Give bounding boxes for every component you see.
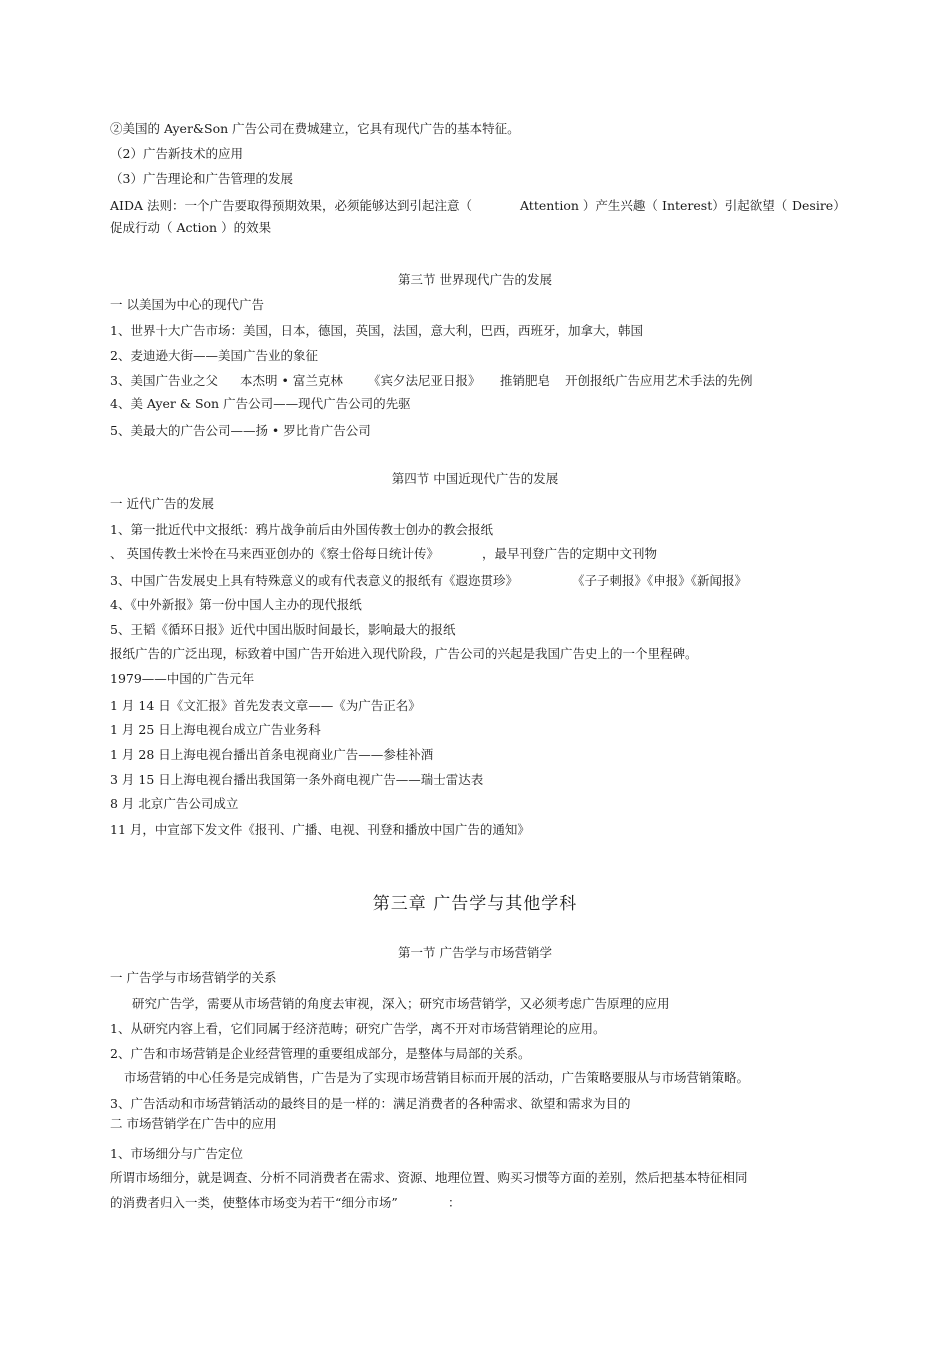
aida-part: Interest）引起欲望（ bbox=[662, 198, 788, 213]
sub-heading: 1、市场细分与广告定位 bbox=[110, 1146, 243, 1161]
list-item: 1、从研究内容上看，它们同属于经济范畴；研究广告学，离不开对市场营销理论的应用。 bbox=[110, 1021, 606, 1036]
list-item: 2、麦迪逊大街——美国广告业的象征 bbox=[110, 348, 318, 363]
section-title: 第四节 中国近现代广告的发展 bbox=[391, 471, 559, 486]
text-line: （3）广告理论和广告管理的发展 bbox=[110, 171, 293, 186]
chapter-title: 第三章 广告学与其他学科 bbox=[372, 894, 578, 914]
year-heading: 1979——中国的广告元年 bbox=[110, 671, 255, 686]
list-item: 4、《中外新报》第一份中国人主办的现代报纸 bbox=[110, 597, 362, 612]
list-item bbox=[110, 373, 770, 389]
section-heading: 二 市场营销学在广告中的应用 bbox=[110, 1116, 277, 1131]
list-item: 2、广告和市场营销是企业经营管理的重要组成部分，是整体与局部的关系。 bbox=[110, 1046, 531, 1061]
list-item-part: 《子子刺报》《申报》《新闻报》 bbox=[572, 573, 748, 588]
list-item: 1、第一批近代中文报纸：鸦片战争前后由外国传教士创办的教会报纸 bbox=[110, 522, 493, 537]
list-item-part: 3、中国广告发展史上具有特殊意义的或有代表意义的报纸有《遐迩贯珍》 bbox=[110, 573, 518, 588]
event-item: 8 月 北京广告公司成立 bbox=[110, 796, 239, 811]
event-item: 1 月 28 日上海电视台播出首条电视商业广告——参桂补酒 bbox=[110, 747, 434, 762]
paragraph: 所谓市场细分，就是调查、分析不同消费者在需求、资源、地理位置、购买习惯等方面的差别，然后把基本特征相同 bbox=[110, 1170, 748, 1185]
event-item: 1 月 25 日上海电视台成立广告业务科 bbox=[110, 722, 321, 737]
list-item bbox=[110, 546, 710, 562]
list-item-part: ，最早刊登广告的定期中文刊物 bbox=[482, 546, 658, 561]
list-item: 3、广告活动和市场营销活动的最终目的是一样的：满足消费者的各种需求、欲望和需求为目的 bbox=[110, 1096, 631, 1111]
section-title: 第三节 世界现代广告的发展 bbox=[398, 272, 552, 287]
paragraph: 报纸广告的广泛出现，标致着中国广告开始进入现代阶段，广告公司的兴起是我国广告史上的一个里程碑。 bbox=[110, 646, 698, 661]
list-item-part: 、 英国传教士米怜在马来西亚创办的《察士俗每日统计传》 bbox=[110, 546, 439, 561]
section-heading: 一 近代广告的发展 bbox=[110, 496, 214, 511]
text-line: （2）广告新技术的应用 bbox=[110, 146, 243, 161]
aida-part: Attention ）产生兴趣（ bbox=[520, 198, 658, 213]
list-item: 5、美最大的广告公司——扬 • 罗比肯广告公司 bbox=[110, 423, 371, 438]
list-item-part: 本杰明 • 富兰克林 bbox=[240, 373, 343, 388]
event-item: 3 月 15 日上海电视台播出我国第一条外商电视广告——瑞士雷达表 bbox=[110, 772, 484, 787]
section-title: 第一节 广告学与市场营销学 bbox=[398, 945, 552, 960]
aida-part: AIDA 法则：一个广告要取得预期效果，必须能够达到引起注意（ bbox=[110, 198, 472, 213]
event-item: 1 月 14 日《文汇报》首先发表文章——《为广告正名》 bbox=[110, 698, 421, 713]
list-item: 1、世界十大广告市场：美国，日本，德国，英国，法国，意大利，巴西，西班牙，加拿大，韩国 bbox=[110, 323, 643, 338]
text-line: ②美国的 Ayer&Son 广告公司在费城建立，它具有现代广告的基本特征。 bbox=[110, 121, 520, 136]
aida-line bbox=[110, 198, 846, 214]
paragraph: 市场营销的中心任务是完成销售，广告是为了实现市场营销目标而开展的活动，广告策略要服从与市场营销策略。 bbox=[124, 1070, 750, 1085]
section-heading: 一 广告学与市场营销学的关系 bbox=[110, 970, 277, 985]
list-item-part: 推销肥皂 bbox=[500, 373, 551, 388]
aida-line-2: 促成行动（ Action ）的效果 bbox=[110, 220, 272, 235]
paragraph bbox=[110, 1195, 470, 1211]
list-item: 5、王韬《循环日报》近代中国出版时间最长，影响最大的报纸 bbox=[110, 622, 456, 637]
aida-part: Desire） bbox=[792, 198, 846, 213]
event-item: 11 月，中宣部下发文件《报刊、广播、电视、刊登和播放中国广告的通知》 bbox=[110, 822, 530, 837]
paragraph-part: 的消费者归入一类，使整体市场变为若干“细分市场” bbox=[110, 1195, 398, 1210]
list-item-part: 3、美国广告业之父 bbox=[110, 373, 218, 388]
section-heading: 一 以美国为中心的现代广告 bbox=[110, 297, 264, 312]
paragraph-part: ： bbox=[448, 1195, 461, 1210]
list-item-part: 开创报纸广告应用艺术手法的先例 bbox=[565, 373, 753, 388]
list-item-part: 《宾夕法尼亚日报》 bbox=[368, 373, 481, 388]
list-item: 4、美 Ayer & Son 广告公司——现代广告公司的先驱 bbox=[110, 396, 411, 411]
paragraph: 研究广告学，需要从市场营销的角度去审视，深入；研究市场营销学，又必须考虑广告原理的应用 bbox=[132, 996, 670, 1011]
list-item bbox=[110, 573, 770, 589]
